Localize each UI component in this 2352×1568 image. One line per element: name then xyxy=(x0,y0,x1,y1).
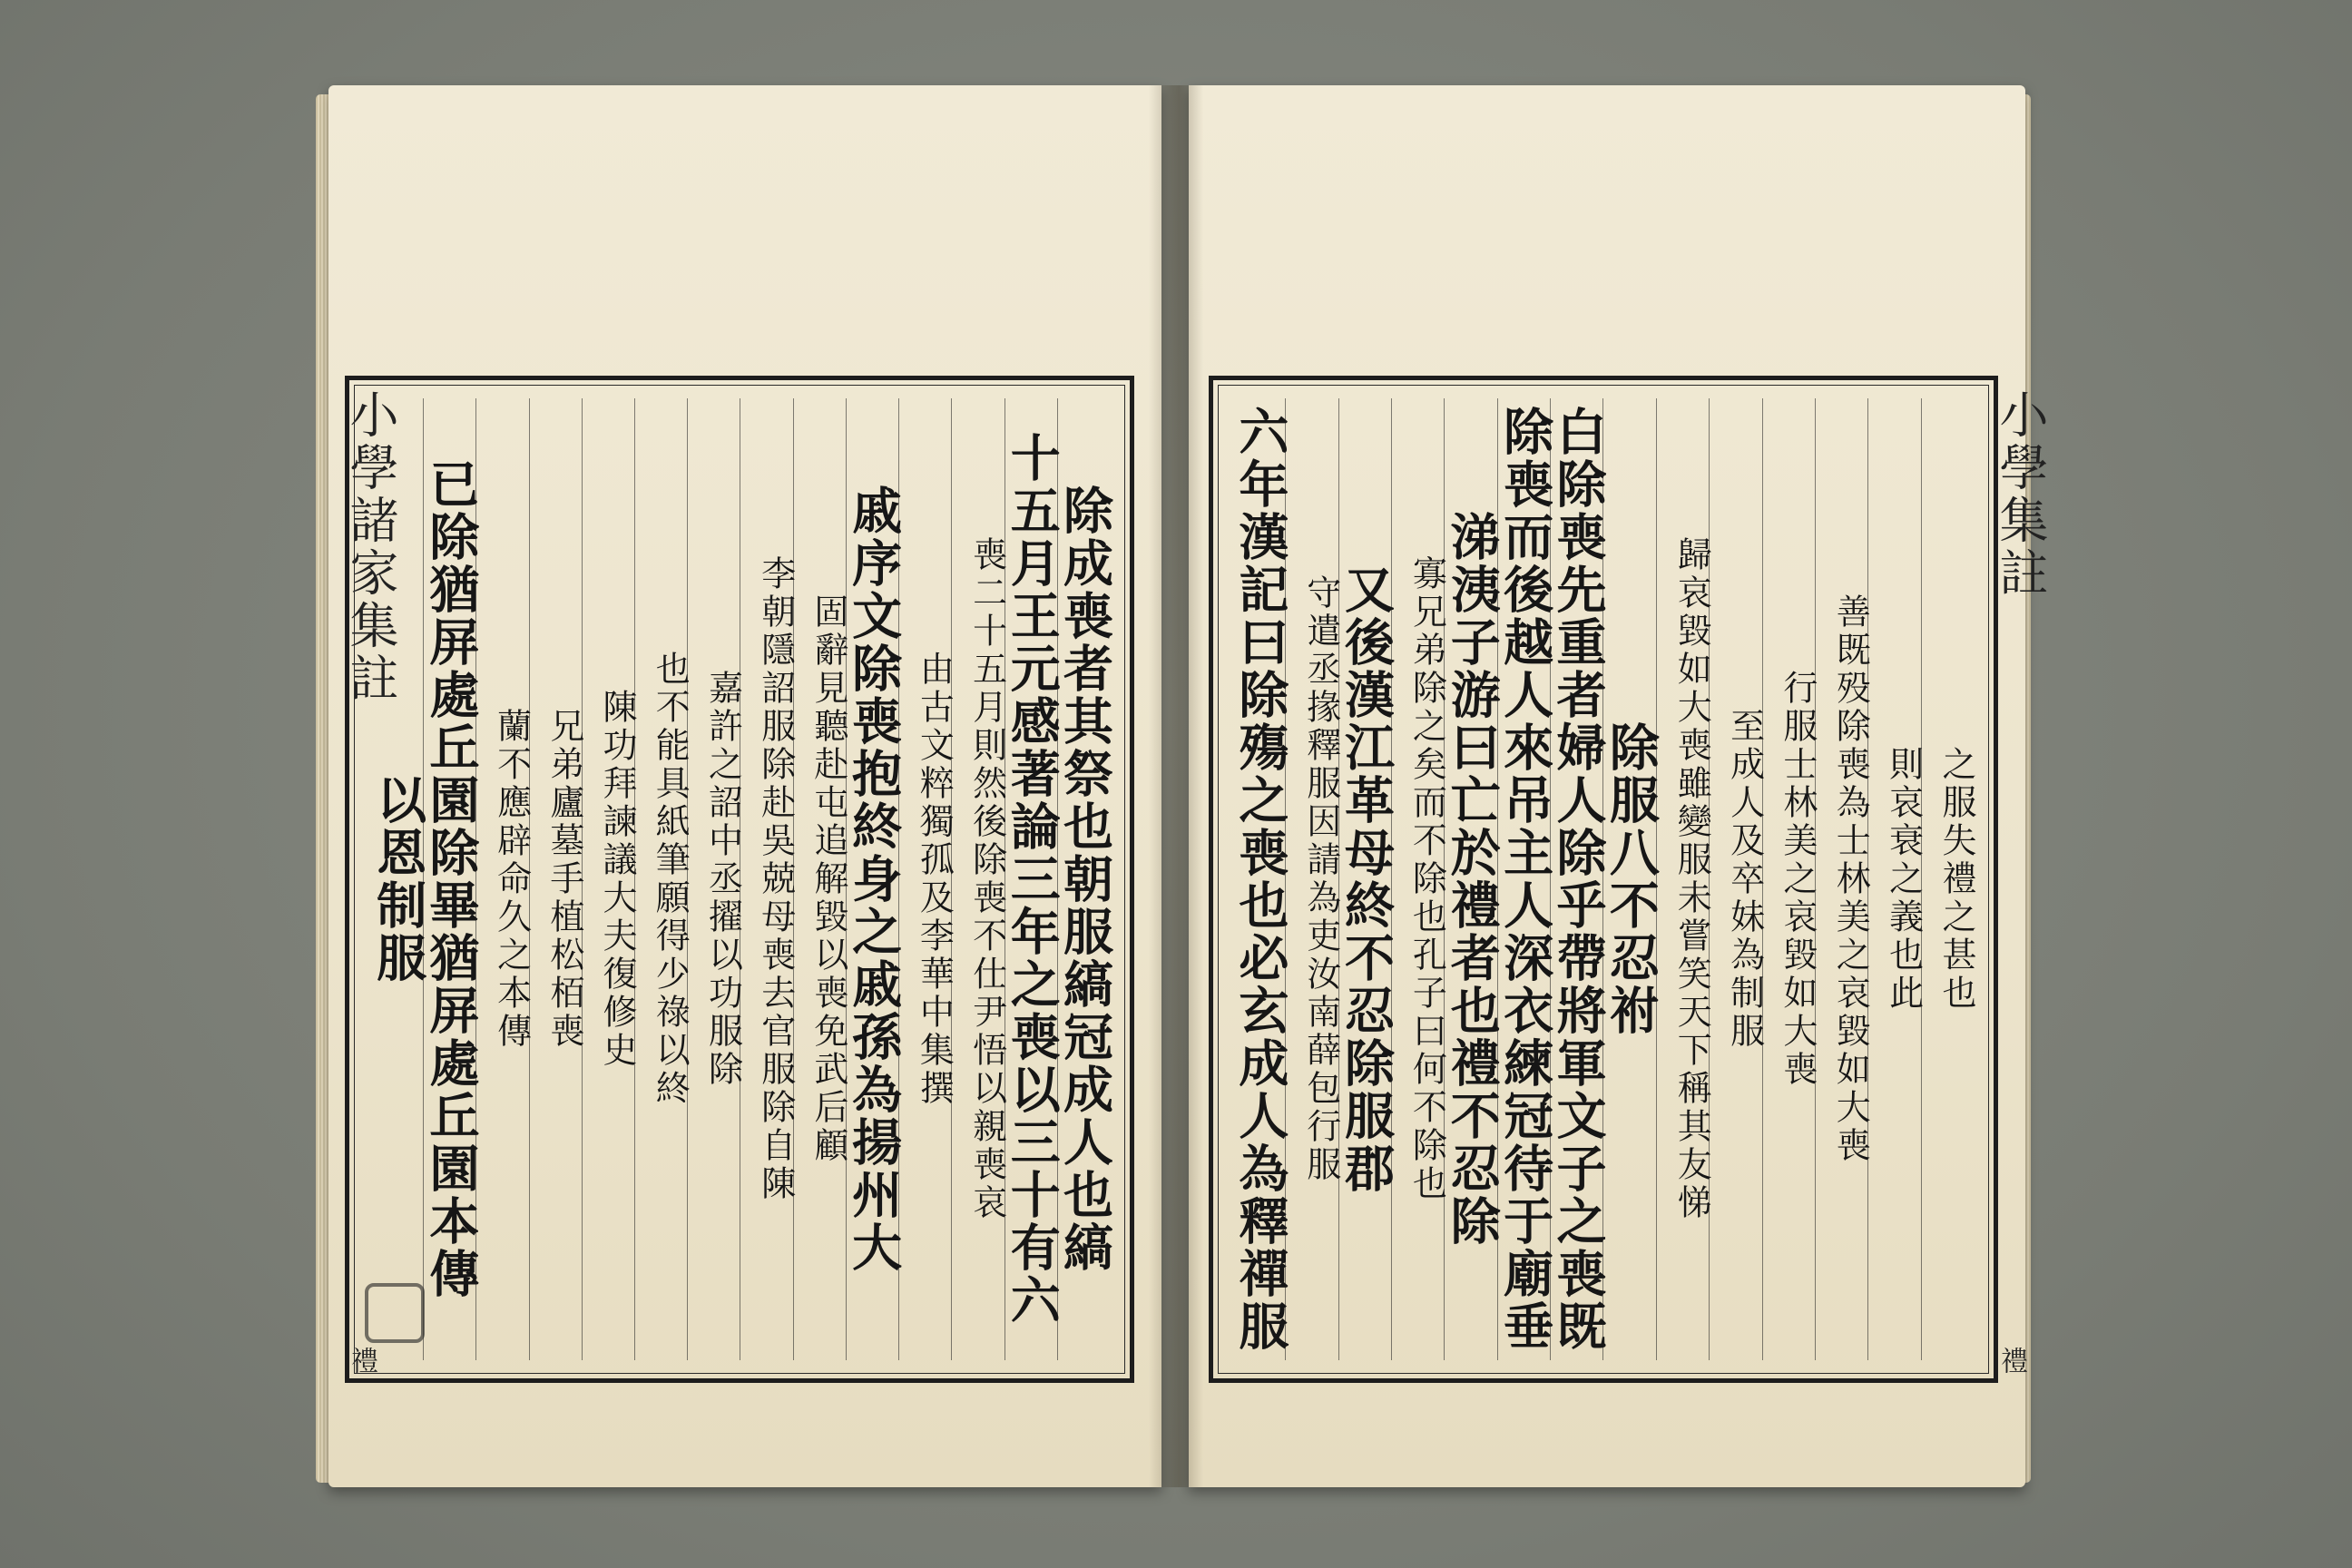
column-text: 善既殁除喪為士林美之哀毀如大喪 xyxy=(1830,593,1871,1165)
text-column xyxy=(1285,398,1341,1360)
right-margin-title: 小學集註 xyxy=(1992,389,2049,600)
column-text: 由古文粹獨孤及李華中集撰 xyxy=(914,651,955,1108)
text-column xyxy=(1337,398,1396,1360)
text-column xyxy=(793,398,846,1360)
column-text: 之服失禮之甚也 xyxy=(1936,746,1976,1013)
column-text: 則哀衰之義也此 xyxy=(1883,746,1924,1013)
column-text: 白除喪先重者婦人除乎帶將軍文子之喪既 xyxy=(1548,406,1608,1353)
column-text: 六年漢記曰除殤之喪也必玄成人為釋禪服 xyxy=(1230,406,1290,1353)
right-text-frame xyxy=(1209,376,1998,1383)
column-text: 至成人及卒妹為制服 xyxy=(1724,708,1765,1051)
text-column xyxy=(1495,398,1555,1360)
column-text: 固辭見聽赴屯追解毀以喪免武后顧 xyxy=(808,593,848,1165)
text-column xyxy=(582,398,638,1360)
column-text: 兄弟廬墓手植松栢喪 xyxy=(544,708,584,1051)
column-text: 也不能具紙筆願得少祿以終 xyxy=(650,651,691,1108)
text-column xyxy=(1442,398,1502,1360)
text-column xyxy=(421,398,481,1360)
text-column xyxy=(1656,398,1712,1360)
text-column xyxy=(529,398,582,1360)
text-column xyxy=(740,398,796,1360)
text-column xyxy=(898,398,955,1360)
open-book xyxy=(328,85,2049,1501)
column-text: 以恩制服 xyxy=(368,774,428,985)
seal-mark xyxy=(365,1283,425,1343)
text-column xyxy=(1815,398,1871,1360)
text-column xyxy=(1762,398,1818,1360)
column-text: 寡兄弟除之矣而不除也孔子曰何不除也 xyxy=(1406,555,1447,1203)
column-text: 陳功拜諫議大夫復修史 xyxy=(597,689,638,1070)
text-column xyxy=(687,398,743,1360)
right-page xyxy=(1189,85,2049,1487)
text-column xyxy=(844,398,904,1360)
right-text-columns xyxy=(1230,398,1976,1360)
text-column xyxy=(634,398,691,1360)
text-column xyxy=(1709,398,1765,1360)
column-text: 涕洟子游曰亡於禮者也禮不忍除 xyxy=(1442,511,1502,1248)
left-text-frame xyxy=(345,376,1134,1383)
column-text: 李朝隱詔服除赴吳兢母喪去官服除自陳 xyxy=(755,555,796,1203)
column-text: 除服八不忍祔 xyxy=(1601,721,1661,1037)
left-margin-title: 小學諸家集註 xyxy=(342,389,399,705)
column-text: 歸哀毀如大喪雖變服未嘗笑天下稱其友悌 xyxy=(1671,536,1712,1222)
book-gutter xyxy=(1149,85,1203,1487)
column-text: 又後漢江革母終不忍除服郡 xyxy=(1337,564,1396,1195)
text-column xyxy=(1548,398,1608,1360)
text-column xyxy=(1391,398,1447,1360)
text-column xyxy=(1867,398,1924,1360)
column-text: 除成喪者其祭也朝服縞冠成人也縞 xyxy=(1055,485,1114,1274)
text-column xyxy=(1055,398,1114,1360)
text-column xyxy=(1230,398,1290,1360)
column-text: 喪二十五月則然後除喪不仕尹悟以親喪哀 xyxy=(966,536,1007,1222)
text-column xyxy=(1921,398,1974,1360)
text-column xyxy=(475,398,532,1360)
right-page-mark: 禮 xyxy=(1995,1347,2027,1374)
column-text: 除喪而後越人來吊主人深衣練冠待于廟垂 xyxy=(1495,406,1555,1353)
column-text: 蘭不應辟命久之本傳 xyxy=(491,708,532,1051)
column-text: 十五月王元感著論三年之喪以三十有六 xyxy=(1002,432,1062,1327)
column-text: 行服士林美之哀毀如大喪 xyxy=(1777,670,1818,1089)
left-page xyxy=(328,85,1161,1487)
text-column xyxy=(951,398,1007,1360)
left-page-mark: 禮 xyxy=(346,1347,377,1374)
text-column xyxy=(1002,398,1062,1360)
column-text: 守遣丞掾釋服因請為吏汝南薛包行服 xyxy=(1300,574,1341,1184)
column-text: 戚序文除喪抱終身之戚孫為揚州大 xyxy=(844,485,904,1274)
column-text: 嘉許之詔中丞擢以功服除 xyxy=(702,670,743,1089)
column-text: 已除猶屏處丘園除畢猶屏處丘園本傳 xyxy=(421,458,481,1300)
text-column xyxy=(1601,398,1661,1360)
